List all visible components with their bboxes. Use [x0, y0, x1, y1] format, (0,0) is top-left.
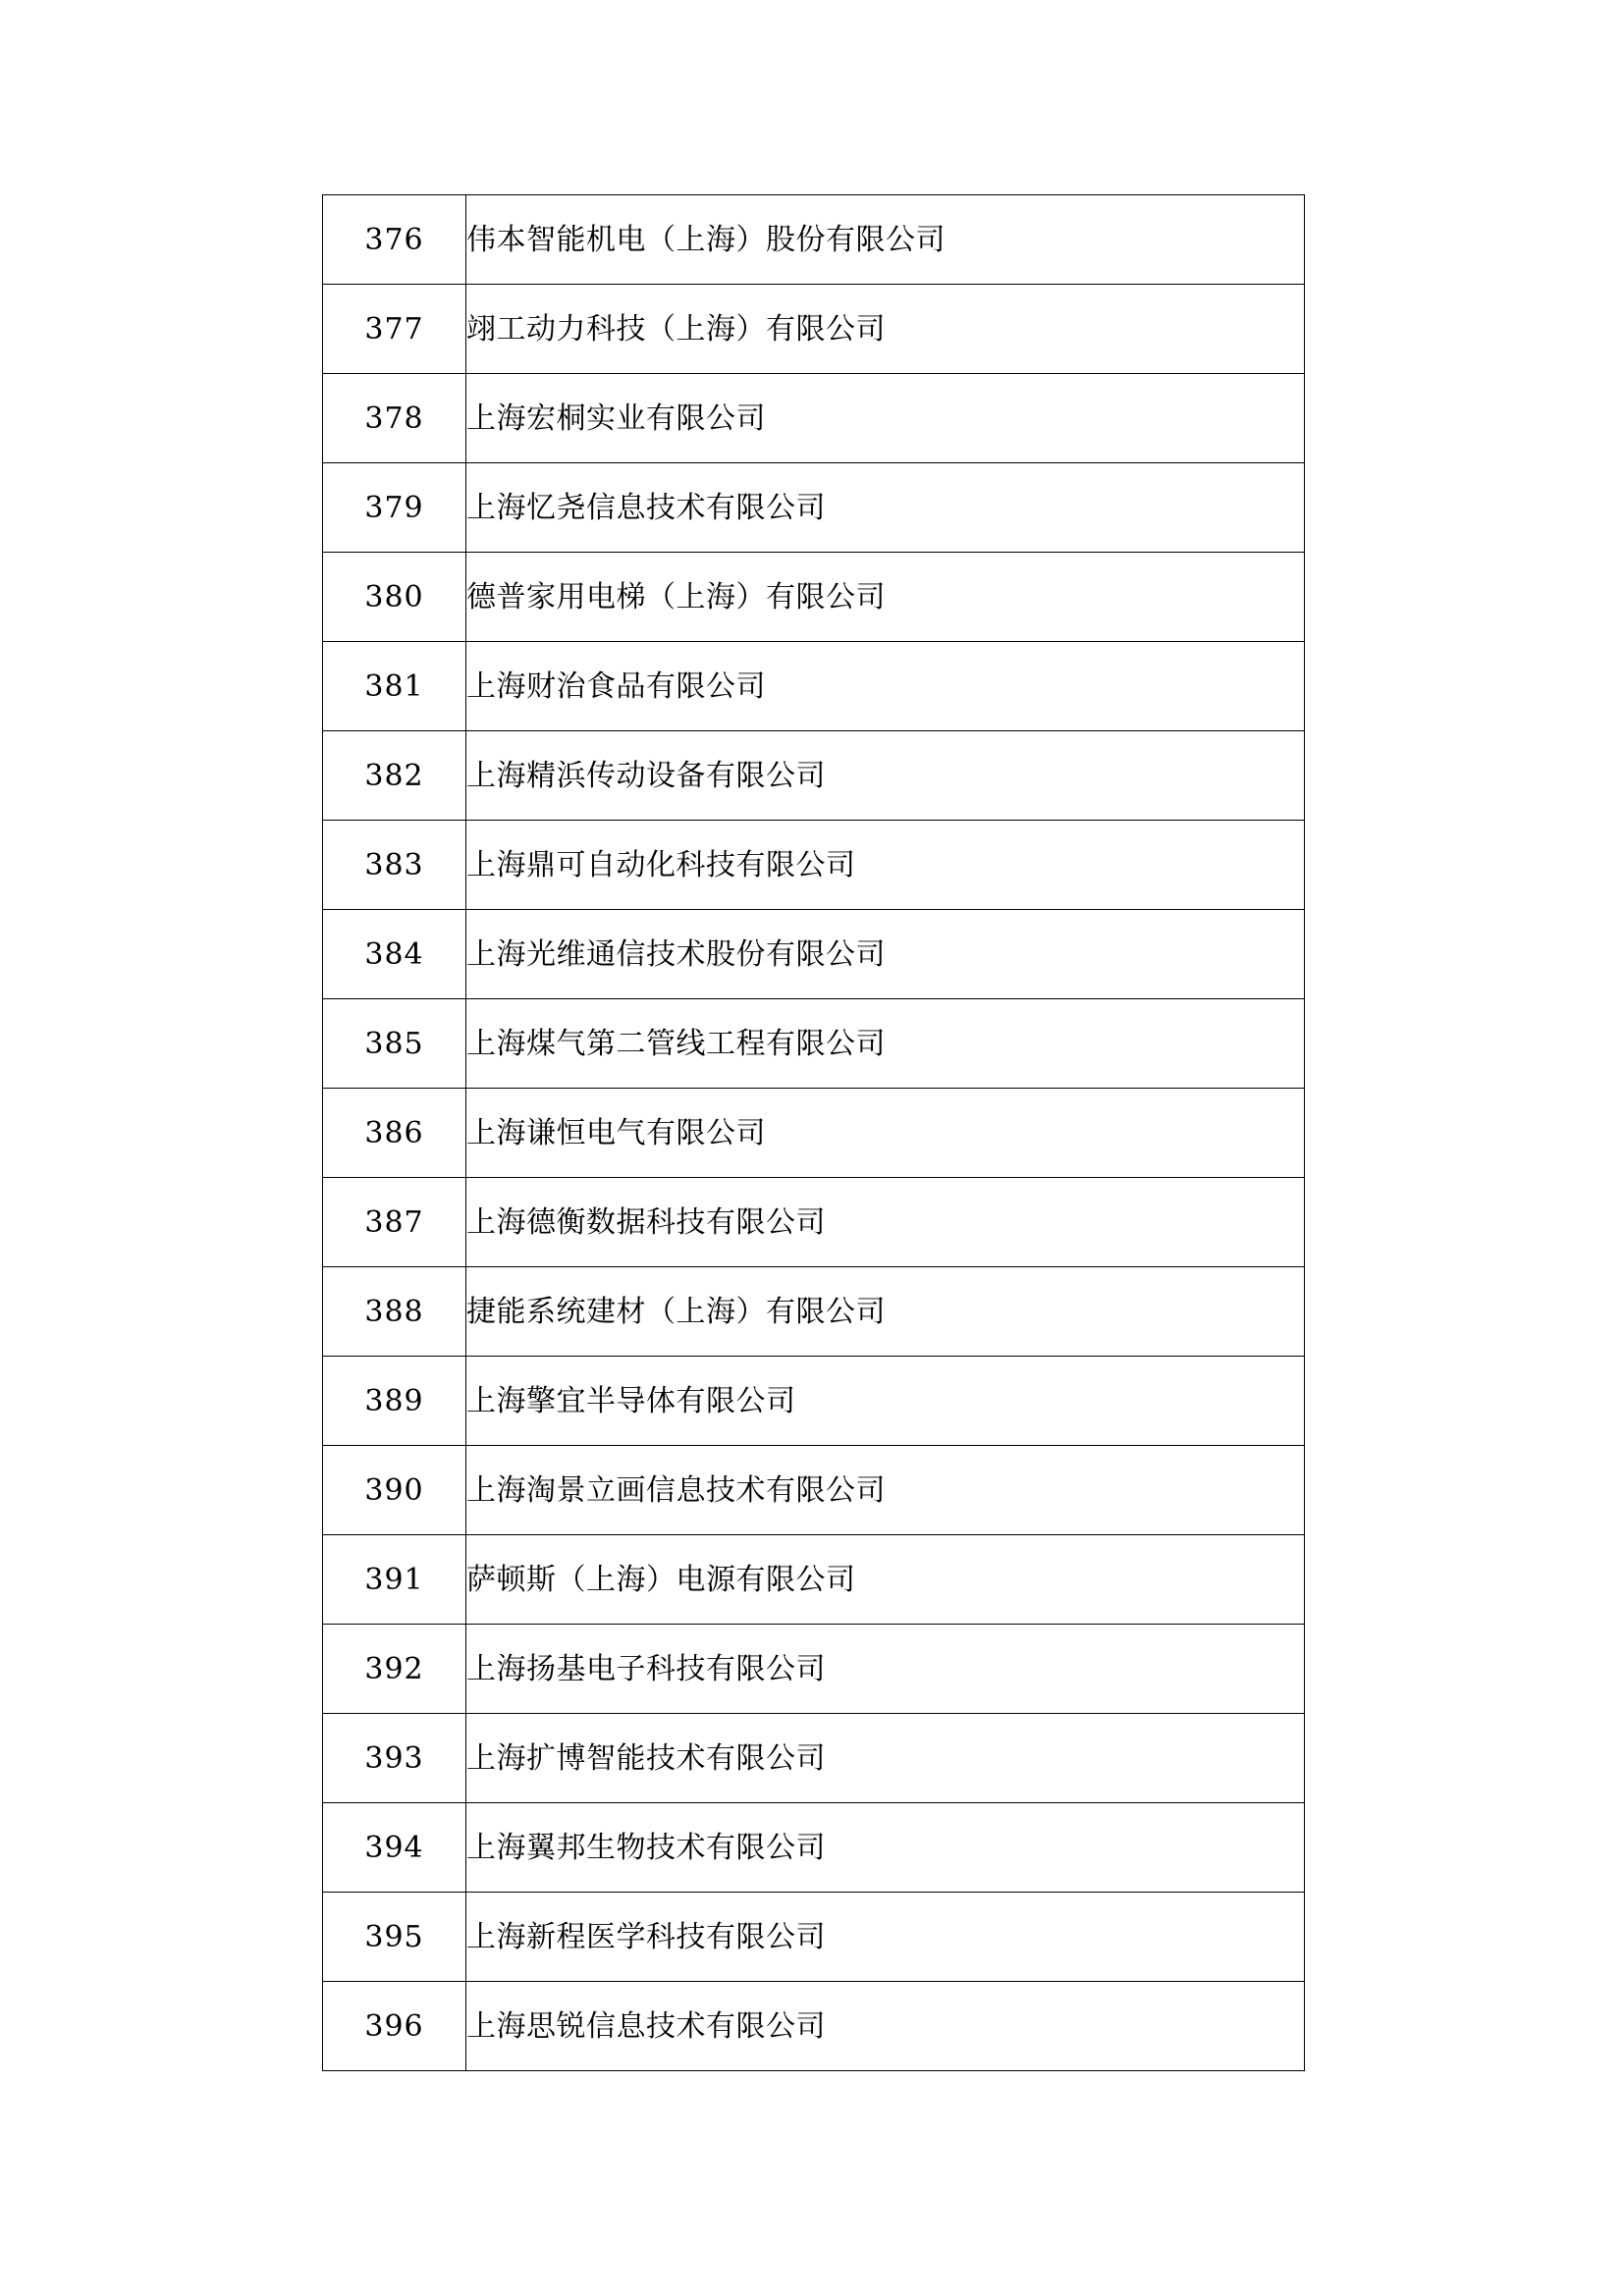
- company-name-text: 上海扩博智能技术有限公司: [466, 1740, 826, 1776]
- company-name-text: 上海精浜传动设备有限公司: [466, 758, 826, 793]
- company-name-cell: [466, 285, 1305, 374]
- row-number-cell: 382: [323, 731, 466, 821]
- company-list-table-container: [322, 194, 1302, 2071]
- table-row: [323, 731, 1305, 821]
- row-number-cell: 376: [323, 195, 466, 285]
- row-number-cell: 385: [323, 999, 466, 1089]
- company-name-text: 上海煤气第二管线工程有限公司: [466, 1026, 886, 1061]
- company-name-text: 德普家用电梯（上海）有限公司: [466, 579, 886, 614]
- table-row: [323, 1982, 1305, 2071]
- company-name-cell: [466, 1357, 1305, 1446]
- company-name-text: 上海忆尧信息技术有限公司: [466, 490, 826, 525]
- row-number-cell: 394: [323, 1803, 466, 1893]
- company-name-cell: [466, 731, 1305, 821]
- row-number-cell: 383: [323, 821, 466, 910]
- company-name-text: 上海擎宜半导体有限公司: [466, 1383, 796, 1418]
- company-name-text: 上海光维通信技术股份有限公司: [466, 936, 886, 972]
- company-name-text: 萨顿斯（上海）电源有限公司: [466, 1562, 856, 1597]
- company-name-cell: [466, 1089, 1305, 1178]
- row-number-cell: 386: [323, 1089, 466, 1178]
- table-row: [323, 999, 1305, 1089]
- row-number-cell: 393: [323, 1714, 466, 1803]
- company-name-cell: [466, 1714, 1305, 1803]
- table-row: [323, 1089, 1305, 1178]
- table-row: [323, 910, 1305, 999]
- row-number-cell: 392: [323, 1625, 466, 1714]
- table-row: [323, 1446, 1305, 1535]
- company-name-text: 上海翼邦生物技术有限公司: [466, 1830, 826, 1865]
- row-number-cell: 379: [323, 463, 466, 553]
- table-row: [323, 1625, 1305, 1714]
- company-name-cell: [466, 1267, 1305, 1357]
- company-name-text: 上海扬基电子科技有限公司: [466, 1651, 826, 1686]
- table-row: [323, 195, 1305, 285]
- company-list-table: [322, 194, 1305, 2071]
- table-row: [323, 463, 1305, 553]
- company-name-cell: [466, 1446, 1305, 1535]
- row-number-cell: 396: [323, 1982, 466, 2071]
- company-name-cell: [466, 1178, 1305, 1267]
- company-name-cell: [466, 195, 1305, 285]
- company-name-cell: [466, 374, 1305, 463]
- company-name-text: 上海鼎可自动化科技有限公司: [466, 847, 856, 882]
- table-row: [323, 553, 1305, 642]
- row-number-cell: 384: [323, 910, 466, 999]
- table-row: [323, 1267, 1305, 1357]
- row-number-cell: 381: [323, 642, 466, 731]
- table-body: [323, 195, 1305, 2071]
- company-name-text: 上海思锐信息技术有限公司: [466, 2008, 826, 2044]
- table-row: [323, 1535, 1305, 1625]
- company-name-text: 伟本智能机电（上海）股份有限公司: [466, 222, 946, 257]
- company-name-cell: [466, 1982, 1305, 2071]
- company-name-cell: [466, 999, 1305, 1089]
- company-name-cell: [466, 1625, 1305, 1714]
- company-name-cell: [466, 463, 1305, 553]
- company-name-text: 上海淘景立画信息技术有限公司: [466, 1472, 886, 1508]
- row-number-cell: 389: [323, 1357, 466, 1446]
- company-name-cell: [466, 1893, 1305, 1982]
- company-name-cell: [466, 821, 1305, 910]
- row-number-cell: 390: [323, 1446, 466, 1535]
- company-name-text: 上海新程医学科技有限公司: [466, 1919, 826, 1954]
- row-number-cell: 387: [323, 1178, 466, 1267]
- table-row: [323, 1178, 1305, 1267]
- company-name-text: 上海德衡数据科技有限公司: [466, 1204, 826, 1240]
- company-name-text: 上海宏桐实业有限公司: [466, 400, 766, 436]
- company-name-cell: [466, 910, 1305, 999]
- table-row: [323, 1803, 1305, 1893]
- company-name-cell: [466, 553, 1305, 642]
- row-number-cell: 377: [323, 285, 466, 374]
- company-name-text: 上海谦恒电气有限公司: [466, 1115, 766, 1150]
- company-name-text: 翊工动力科技（上海）有限公司: [466, 311, 886, 347]
- row-number-cell: 380: [323, 553, 466, 642]
- table-row: [323, 642, 1305, 731]
- table-row: [323, 285, 1305, 374]
- company-name-text: 上海财治食品有限公司: [466, 668, 766, 704]
- table-row: [323, 374, 1305, 463]
- table-row: [323, 1714, 1305, 1803]
- row-number-cell: 378: [323, 374, 466, 463]
- company-name-cell: [466, 1803, 1305, 1893]
- row-number-cell: 395: [323, 1893, 466, 1982]
- row-number-cell: 388: [323, 1267, 466, 1357]
- company-name-cell: [466, 642, 1305, 731]
- table-row: [323, 1357, 1305, 1446]
- company-name-cell: [466, 1535, 1305, 1625]
- company-name-text: 捷能系统建材（上海）有限公司: [466, 1294, 886, 1329]
- row-number-cell: 391: [323, 1535, 466, 1625]
- table-row: [323, 821, 1305, 910]
- table-row: [323, 1893, 1305, 1982]
